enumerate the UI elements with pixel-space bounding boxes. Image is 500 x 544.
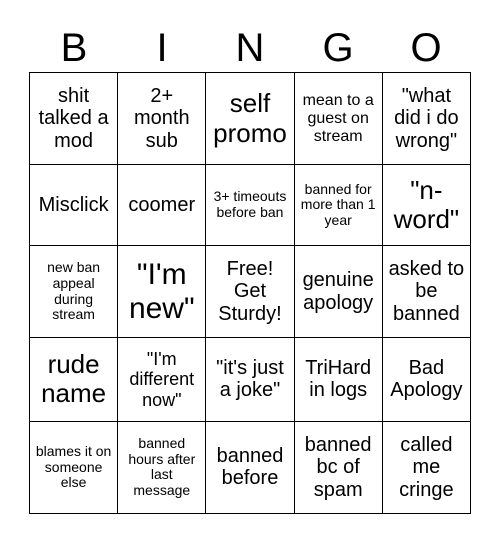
bingo-cell[interactable]: self promo (206, 73, 294, 165)
bingo-cell[interactable]: genuine apology (294, 245, 382, 337)
bingo-cell[interactable]: 2+ month sub (118, 73, 206, 165)
bingo-cell[interactable]: banned before (206, 421, 294, 513)
board-row (30, 165, 471, 246)
bingo-cell[interactable]: "what did i do wrong" (382, 73, 470, 165)
bingo-cell[interactable]: 3+ timeouts before ban (206, 165, 294, 246)
board-row (30, 338, 471, 422)
bingo-cell[interactable]: banned bc of spam (294, 421, 382, 513)
bingo-cell[interactable]: asked to be banned (382, 245, 470, 337)
board-row (30, 73, 471, 165)
bingo-cell[interactable]: rude name (30, 338, 118, 422)
bingo-cell[interactable]: coomer (118, 165, 206, 246)
bingo-cell[interactable]: shit talked a mod (30, 73, 118, 165)
header-letter-b: B (60, 26, 88, 70)
bingo-header (30, 22, 470, 74)
header-letter-o: O (410, 26, 442, 70)
bingo-cell[interactable]: blames it on someone else (30, 421, 118, 513)
header-letter-i: I (156, 26, 168, 70)
bingo-cell[interactable]: Free! Get Sturdy! (206, 245, 294, 337)
bingo-cell[interactable]: mean to a guest on stream (294, 73, 382, 165)
bingo-cell[interactable]: called me cringe (382, 421, 470, 513)
bingo-cell[interactable]: banned hours after last message (118, 421, 206, 513)
bingo-cell[interactable]: TriHard in logs (294, 338, 382, 422)
header-letter-g: G (322, 26, 354, 70)
bingo-cell[interactable]: banned for more than 1 year (294, 165, 382, 246)
bingo-board (29, 72, 471, 514)
bingo-cell[interactable]: Bad Apology (382, 338, 470, 422)
header-letter-n: N (235, 26, 265, 70)
board-row (30, 421, 471, 513)
bingo-cell[interactable]: "I'm new" (118, 245, 206, 337)
bingo-cell[interactable]: "n-word" (382, 165, 470, 246)
bingo-cell[interactable]: "I'm different now" (118, 338, 206, 422)
board-row (30, 245, 471, 337)
bingo-cell[interactable]: "it's just a joke" (206, 338, 294, 422)
bingo-cell[interactable]: Misclick (30, 165, 118, 246)
bingo-cell[interactable]: new ban appeal during stream (30, 245, 118, 337)
